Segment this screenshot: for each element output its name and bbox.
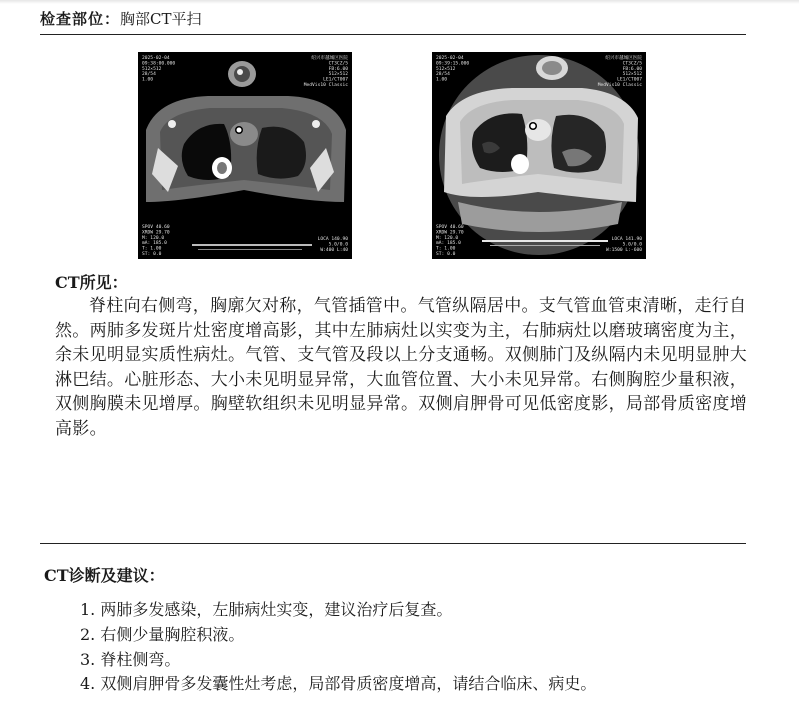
exam-part-line	[40, 8, 202, 29]
ct-overlay-text: M: 120.0	[436, 235, 459, 241]
ct-overlay-text: 绍兴市越城区医院	[605, 56, 642, 61]
ct-overlay-text: ST: 0.0	[436, 252, 456, 257]
diagnosis-title: CT诊断及建议：	[44, 566, 165, 585]
ct-overlay-text: 512×512	[142, 66, 162, 72]
ct-overlay-text: T: 1.00	[142, 246, 162, 252]
ct-overlay-text: CT3CZ/5	[328, 61, 348, 67]
ct-overlay-text: W:1500 L:-600	[606, 247, 642, 253]
ct-overlay-text: 512×512	[622, 72, 642, 78]
exam-part-label: 检查部位：	[40, 10, 121, 28]
ct-overlay-text: 512×512	[328, 72, 348, 78]
ct-overlay-text: 09:39:15.000	[436, 61, 470, 67]
ct-overlay-text: CT3CZ/5	[622, 61, 642, 67]
diagnosis-item-4: 4. 双侧肩胛骨多发囊性灶考虑，局部骨质密度增高，请结合临床、病史。	[80, 674, 597, 694]
ct-overlay-text: FB:6.00	[328, 66, 348, 72]
ct-overlay-text: 28/54	[436, 72, 450, 78]
ct-overlay-text: MedVis10 Classic	[597, 83, 642, 88]
ct-overlay-text: 512×512	[436, 66, 456, 72]
ct-overlay-text: LOCA 141.90	[611, 237, 642, 242]
ct-overlay-text: MedVis10 Classic	[303, 83, 348, 88]
diagnosis-item-1: 1. 两肺多发感染，左肺病灶实变，建议治疗后复查。	[80, 600, 453, 619]
diagnosis-item-3: 3. 脊柱侧弯。	[80, 649, 181, 669]
section-divider	[40, 543, 746, 544]
ct-overlay-text: LOCA 140.90	[317, 237, 348, 242]
ct-overlay-text: T: 1.00	[436, 246, 456, 252]
findings-text: 脊柱向右侧弯，胸廓欠对称，气管插管中。气管纵隔居中。支气管血管束清晰，走行自然。两肺多发斑片灶密度增高影，其中左肺病灶以实变为主，右肺病灶以磨玻璃密度为主，余未见明显实质性病灶。气管、支气管及段以上分支通畅。双侧肺门及纵隔内未见明显肿大淋巴结。心脏形态、大小未见明显异常，大血管位置、大小未见异常。右侧胸腔少量积液，双侧胸膜未见增厚。胸壁软组织未见明显异常。双侧肩胛骨可见低密度影，局部骨质密度增高影。	[55, 296, 747, 439]
exam-part-value: 胸部CT平扫	[120, 10, 202, 28]
ct-overlay-text: ST: 0.0	[142, 252, 162, 257]
ct-overlay-text: W:400 L:40	[320, 247, 348, 253]
diagnosis-item-2: 2. 右侧少量胸腔积液。	[80, 624, 245, 644]
ct-overlay-text: LE1/CT007	[617, 77, 642, 83]
ct-overlay-text: mA: 185.0	[436, 241, 461, 247]
ct-overlay-text: 绍兴市越城区医院	[311, 56, 348, 61]
ct-overlay-text: 5.0/0.0	[622, 242, 642, 248]
findings-title: CT所见：	[55, 273, 128, 292]
top-shade	[0, 0, 799, 4]
ct-overlay-text: SPOV 40.60	[142, 225, 170, 230]
ct-overlay-text: 1.00	[142, 77, 154, 83]
ct-overlay-text: 2025-02-04	[436, 56, 464, 61]
ct-overlay-text: M: 120.0	[142, 235, 165, 241]
ct-overlay-text: mA: 185.0	[142, 241, 167, 247]
ct-overlay-text: XRDW 29.70	[142, 230, 170, 236]
ct-overlay-text: 2025-02-04	[142, 56, 170, 61]
ct-overlay-text: LE1/CT007	[323, 77, 348, 83]
diagnosis-list	[80, 598, 596, 697]
header-divider	[40, 34, 746, 35]
ct-overlay-text: 5.0/0.0	[328, 242, 348, 248]
ct-overlay-text: XRDW 29.70	[436, 230, 464, 236]
ct-overlay-text: 1.00	[436, 77, 448, 83]
ct-mediastinal-svg	[138, 52, 352, 259]
ct-overlay-text: 28/54	[142, 72, 156, 78]
ct-overlay-text: FB:6.00	[622, 66, 642, 72]
ct-image-mediastinal	[138, 52, 352, 259]
ct-image-lung	[432, 52, 646, 259]
ct-overlay-text: 09:38:00.000	[142, 61, 176, 67]
ct-lung-svg	[432, 52, 646, 259]
ct-overlay-text: SPOV 40.60	[436, 225, 464, 230]
